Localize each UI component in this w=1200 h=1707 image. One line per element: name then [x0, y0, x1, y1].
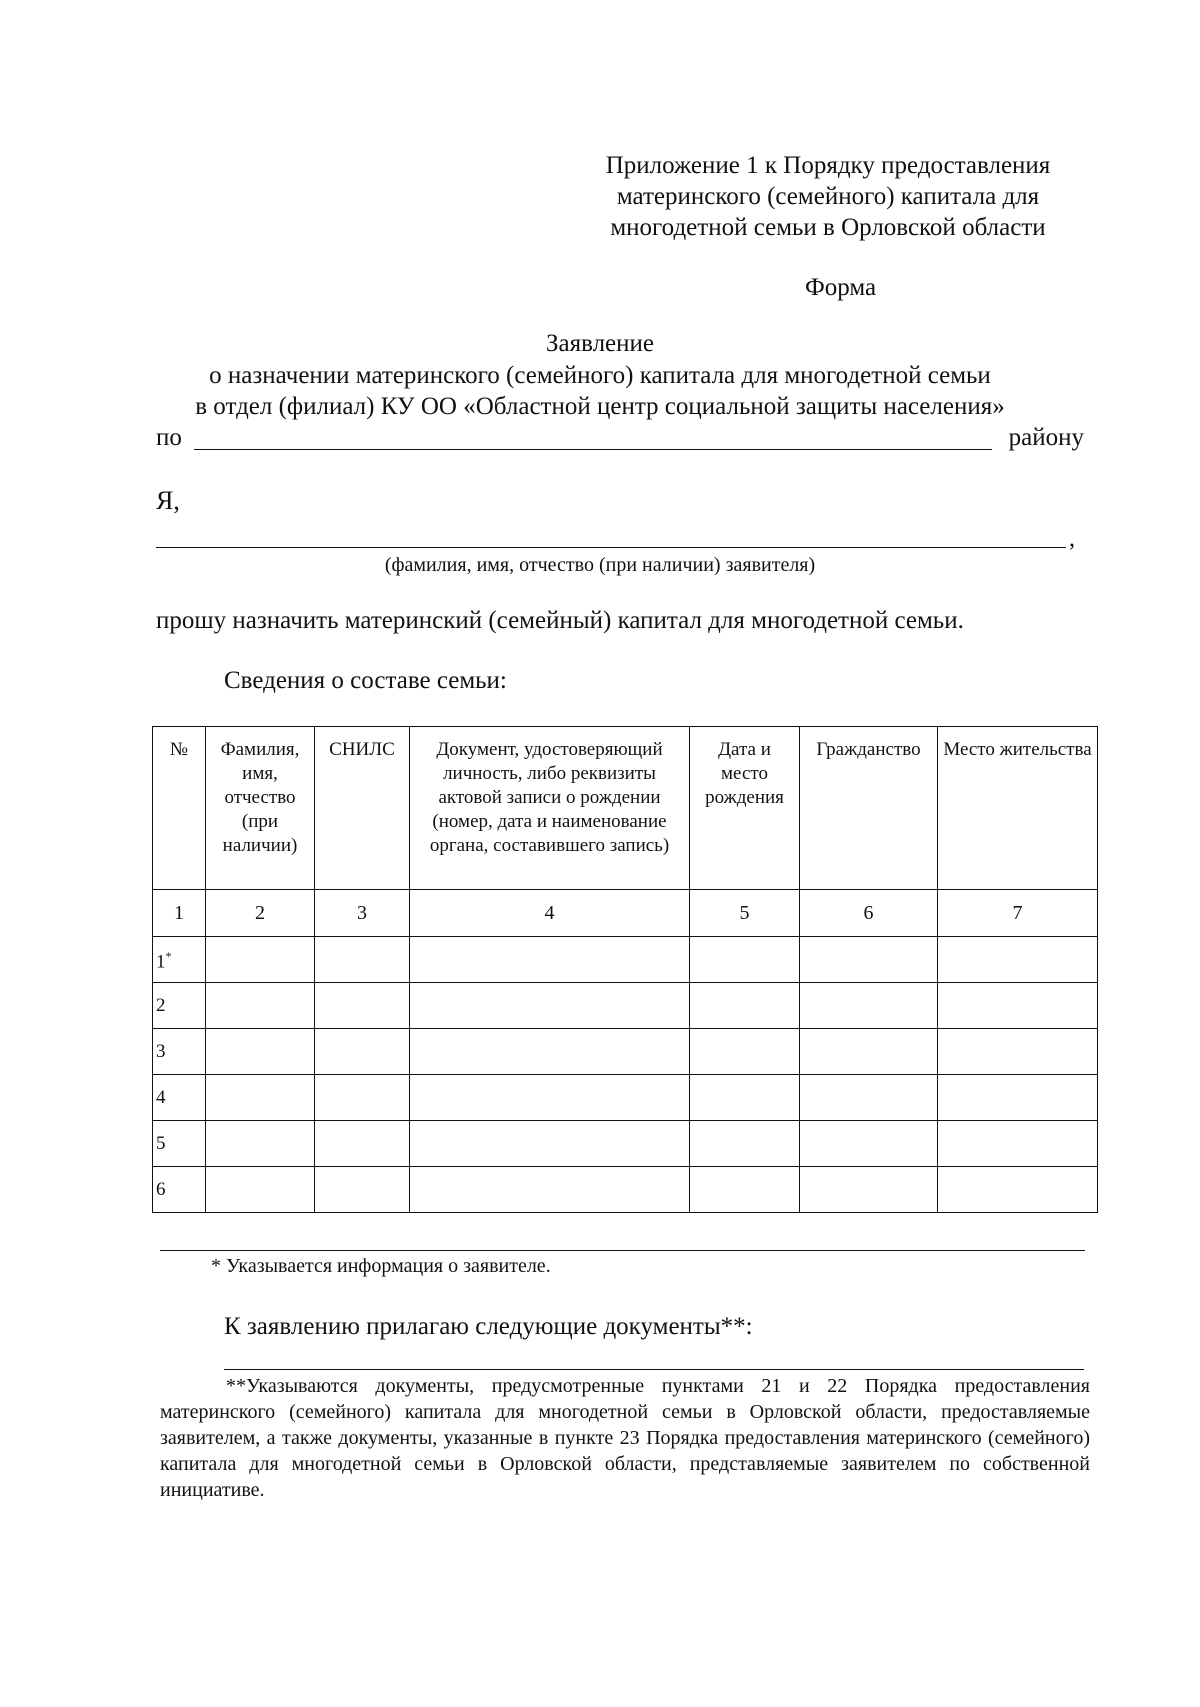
- applicant-comma: ,: [1069, 526, 1075, 552]
- cell-identity-document[interactable]: [410, 1029, 690, 1075]
- header-snils: СНИЛС: [315, 727, 410, 890]
- column-number: 3: [315, 890, 410, 937]
- cell-citizenship[interactable]: [800, 937, 938, 983]
- table-row: [153, 937, 1098, 983]
- row-number: 2: [153, 983, 206, 1029]
- annex-line: материнского (семейного) капитала для: [616, 183, 1040, 210]
- applicant-ya: Я,: [156, 486, 180, 515]
- cell-birth-date-place[interactable]: [690, 937, 800, 983]
- district-suffix: району: [1008, 424, 1084, 451]
- header-residence: Место жительства: [938, 727, 1098, 890]
- cell-identity-document[interactable]: [410, 983, 690, 1029]
- cell-identity-document[interactable]: [410, 937, 690, 983]
- form-label: Форма: [805, 274, 877, 301]
- family-section-title: Сведения о составе семьи:: [224, 667, 507, 694]
- table-row: [153, 1121, 1098, 1167]
- footnote-applicant: * Указывается информация о заявителе.: [211, 1255, 551, 1277]
- cell-full-name[interactable]: [206, 1029, 315, 1075]
- column-number: 1: [153, 890, 206, 937]
- table-row: [153, 1029, 1098, 1075]
- cell-snils[interactable]: [315, 1029, 410, 1075]
- applicant-caption: (фамилия, имя, отчество (при наличии) заявителя): [384, 554, 816, 576]
- column-number: 4: [410, 890, 690, 937]
- header-birth-date-place: Дата и место рождения: [690, 727, 800, 890]
- header-identity-document: Документ, удостоверяющий личность, либо реквизиты актовой записи о рождении (номер, дата и наименование органа, составившего запись): [410, 727, 690, 890]
- cell-residence[interactable]: [938, 1029, 1098, 1075]
- title-line-1: о назначении материнского (семейного) капитала для многодетной семьи: [209, 362, 991, 389]
- row-number: 5: [153, 1121, 206, 1167]
- attachments-fill-line[interactable]: [224, 1369, 1084, 1370]
- document-title: Заявление: [545, 330, 655, 357]
- footnote-divider: [160, 1250, 1085, 1251]
- cell-residence[interactable]: [938, 1167, 1098, 1213]
- cell-full-name[interactable]: [206, 1167, 315, 1213]
- column-number: 6: [800, 890, 938, 937]
- cell-citizenship[interactable]: [800, 1029, 938, 1075]
- table-row: [153, 1075, 1098, 1121]
- annex-header: [568, 150, 1088, 243]
- district-row: [156, 424, 1084, 456]
- table-row: [153, 983, 1098, 1029]
- cell-birth-date-place[interactable]: [690, 1075, 800, 1121]
- row-number: 4: [153, 1075, 206, 1121]
- annex-line: Приложение 1 к Порядку предоставления: [605, 152, 1051, 179]
- header-full-name: Фамилия, имя, отчество (при наличии): [206, 727, 315, 890]
- applicant-name-line[interactable]: [156, 547, 1066, 548]
- cell-citizenship[interactable]: [800, 1121, 938, 1167]
- cell-full-name[interactable]: [206, 1075, 315, 1121]
- family-table: [152, 726, 1098, 1213]
- header-citizenship: Гражданство: [800, 727, 938, 890]
- table-row: [153, 1167, 1098, 1213]
- cell-citizenship[interactable]: [800, 983, 938, 1029]
- cell-identity-document[interactable]: [410, 1075, 690, 1121]
- row-number: 6: [153, 1167, 206, 1213]
- column-number: 7: [938, 890, 1098, 937]
- cell-birth-date-place[interactable]: [690, 1029, 800, 1075]
- row-number: 3: [153, 1029, 206, 1075]
- district-prefix: по: [156, 424, 182, 451]
- cell-identity-document[interactable]: [410, 1167, 690, 1213]
- cell-snils[interactable]: [315, 937, 410, 983]
- district-fill-line[interactable]: [194, 449, 992, 450]
- cell-residence[interactable]: [938, 1075, 1098, 1121]
- column-number: 2: [206, 890, 315, 937]
- row-number-value: 1: [156, 951, 166, 973]
- cell-residence[interactable]: [938, 937, 1098, 983]
- cell-snils[interactable]: [315, 1121, 410, 1167]
- cell-residence[interactable]: [938, 983, 1098, 1029]
- cell-identity-document[interactable]: [410, 1121, 690, 1167]
- column-number-row: [153, 890, 1098, 937]
- header-number: №: [153, 727, 206, 890]
- applicant-mark: *: [165, 949, 172, 964]
- cell-birth-date-place[interactable]: [690, 983, 800, 1029]
- cell-citizenship[interactable]: [800, 1167, 938, 1213]
- cell-full-name[interactable]: [206, 937, 315, 983]
- cell-birth-date-place[interactable]: [690, 1167, 800, 1213]
- cell-citizenship[interactable]: [800, 1075, 938, 1121]
- annex-line: многодетной семьи в Орловской области: [610, 214, 1046, 241]
- table-header-row: [153, 727, 1098, 890]
- title-line-2: в отдел (филиал) КУ ОО «Областной центр социальной защиты населения»: [195, 393, 1005, 420]
- cell-birth-date-place[interactable]: [690, 1121, 800, 1167]
- footnote-documents: **Указываются документы, предусмотренные пунктами 21 и 22 Порядка предоставления материнского (семейного) капитала для многодетной семьи в Орловской области, предоставляемые заявителем, а также документы, указанные в пункте 23 Порядка предоставления материнского (семейного) капитала для многодетной семьи в Орловской области, представляемые заявителем по собственной инициативе.: [160, 1375, 1090, 1501]
- cell-full-name[interactable]: [206, 1121, 315, 1167]
- cell-snils[interactable]: [315, 1075, 410, 1121]
- cell-residence[interactable]: [938, 1121, 1098, 1167]
- row-number: [153, 937, 206, 983]
- attachments-text: К заявлению прилагаю следующие документы**:: [224, 1313, 753, 1340]
- request-text: прошу назначить материнский (семейный) капитал для многодетной семьи.: [156, 607, 964, 634]
- cell-snils[interactable]: [315, 1167, 410, 1213]
- column-number: 5: [690, 890, 800, 937]
- cell-snils[interactable]: [315, 983, 410, 1029]
- cell-full-name[interactable]: [206, 983, 315, 1029]
